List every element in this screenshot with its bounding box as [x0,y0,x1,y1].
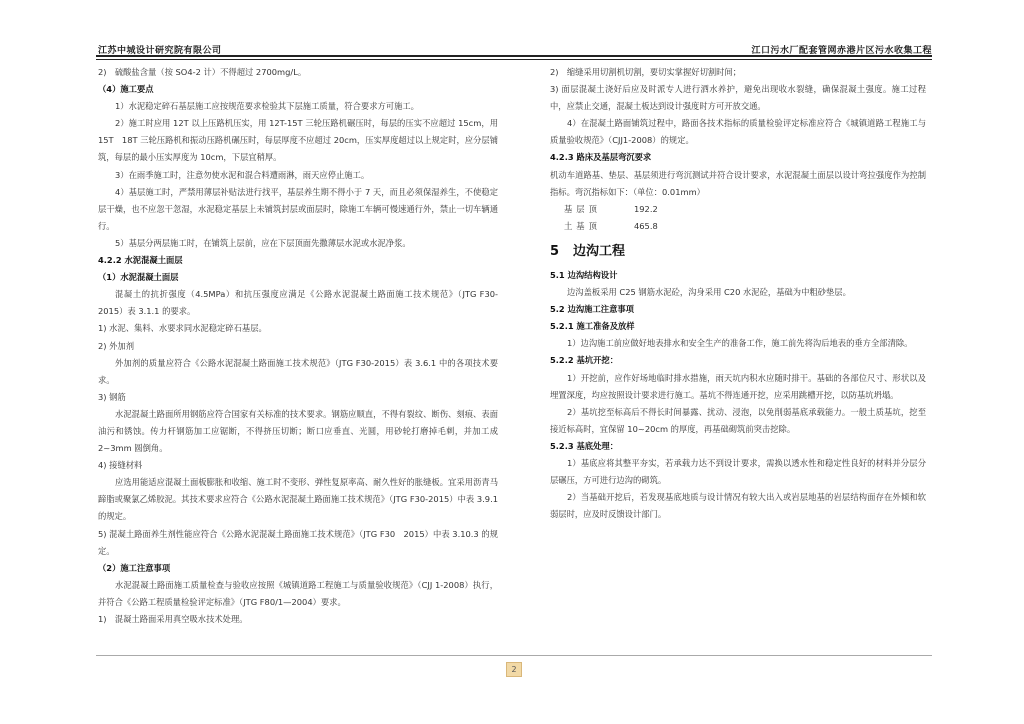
left-column [98,64,498,628]
body-paragraph: 2) 外加剂 [98,340,135,351]
project-name: 江口污水厂配套管网赤港片区污水收集工程 [751,46,932,56]
page-number: 2 [506,662,522,677]
section-number: 5 [550,243,560,259]
right-column [550,64,926,523]
subsection-heading: （2）施工注意事项 [98,562,171,573]
deflection-label: 基层顶 [564,203,601,214]
deflection-row [550,218,926,235]
body-paragraph: 水泥混凝土路面施工质量检查与验收应按照《城镇道路工程施工与质量验收规范》（CJJ 1-2008）执行，并符合《公路工程质量检验评定标准》（JTG F80/1—2004）要求。 [98,579,498,607]
section-title: 边沟工程 [573,243,626,259]
header-rule-thick [96,55,932,57]
subsection-heading: 5.2.1 施工准备及放样 [550,321,635,332]
body-paragraph: 1) 水泥、集料、水要求同水泥稳定碎石基层。 [98,323,267,334]
body-paragraph: 2) 缩缝采用切割机切割，要切实掌握好切割时间； [550,67,742,77]
body-paragraph: 边沟盖板采用 C25 钢筋水泥砼，沟身采用 C20 水泥砼，基础为中粗砂垫层。 [567,287,851,298]
subsection-heading: （4）施工要点 [98,84,154,95]
body-paragraph: 2) 硫酸盐含量（按 SO4-2 计）不得超过 2700mg/L。 [98,67,307,77]
deflection-value: 192.2 [634,203,658,214]
page-header [98,36,932,56]
body-paragraph: 3) 面层混凝土浇好后应及时派专人进行洒水养护，避免出现收水裂缝，确保混凝土强度。施工过程中，应禁止交通，混凝土板达到设计强度时方可开放交通。 [550,84,926,112]
body-paragraph: 5) 混凝土路面养生剂性能应符合《公路水泥混凝土路面施工技术规范》（JTG F30 2015）中表 3.10.3 的规定。 [98,528,498,556]
body-paragraph: 应选用能适应混凝土面板膨胀和收缩、施工时不变形、弹性复原率高、耐久性好的胀缝板。宜采用沥青马蹄脂或聚氯乙烯胶泥。其技术要求应符合《公路水泥混凝土路面施工技术规范》（JTG F30-2015）中表 3.9.1 的规定。 [98,477,498,522]
body-paragraph: 4）在混凝土路面铺筑过程中，路面各技术指标的质量检验评定标准应符合《城镇道路工程施工与质量验收规范》（CJJ1-2008）的规定。 [550,118,926,146]
subsection-heading: 5.2.2 基坑开挖： [550,355,618,366]
body-paragraph: 4）基层施工时，严禁用薄层补贴法进行找平，基层养生期不得小于 7 天，而且必须保湿养生，不使稳定层干燥，也不应忽干忽湿，水泥稳定基层上未铺筑封层或面层时，除施工车辆可慢速通行外，禁止一切车辆通行。 [98,186,498,231]
body-paragraph: 1）开挖前，应作好场地临时排水措施，雨天坑内积水应随时排干。基础的各部位尺寸、形状以及埋置深度，均应按照设计要求进行施工。基坑不得连通开挖，应采用跳槽开挖，以防基坑坍塌。 [550,372,926,400]
subsection-heading: 4.2.3 路床及基层弯沉要求 [550,152,652,163]
body-paragraph: 1）基底应将其整平夯实，若承载力达不到设计要求，需换以透水性和稳定性良好的材料并分层分层碾压，方可进行边沟的砌筑。 [550,457,926,486]
deflection-value: 465.8 [634,220,658,231]
body-paragraph: 2）基坑挖至标高后不得长时间暴露、扰动、浸泡，以免削弱基底承载能力。一般土质基坑，挖至接近标高时，宜保留 10~20cm 的厚度，再基础砌筑前突击挖除。 [550,406,926,434]
subsection-heading: （1）水泥混凝土面层 [98,272,179,283]
deflection-row [550,201,926,218]
body-paragraph: 3) 钢筋 [98,391,126,402]
body-paragraph: 机动车道路基、垫层、基层须进行弯沉测试并符合设计要求，水泥混凝土面层以设计弯拉强度作为控制指标。弯沉指标如下：（单位：0.01mm） [550,169,926,197]
footer-rule [96,655,932,656]
body-paragraph: 混凝土的抗折强度（4.5MPa）和抗压强度应满足《公路水泥混凝土路面施工技术规范》（JTG F30-2015）表 3.1.1 的要求。 [98,289,498,317]
body-paragraph: 3）在雨季施工时，注意勿使水泥和混合料遭雨淋，雨天应停止施工。 [115,169,370,180]
body-paragraph: 4) 接缝材料 [98,460,143,471]
deflection-label: 土基顶 [564,220,601,231]
body-paragraph: 1）边沟施工前应做好地表排水和安全生产的准备工作，施工前先将沟后地表的垂方全部清除。 [567,338,913,349]
section-heading [550,241,926,263]
body-paragraph: 水泥混凝土路面所用钢筋应符合国家有关标准的技术要求。钢筋应顺直，不得有裂纹、断伤、刻痕、表面油污和锈蚀。传力杆钢筋加工应锯断，不得挤压切断；断口应垂直、光圆，用砂轮打磨掉毛刺，并加工成 2~3mm 圆倒角。 [98,408,498,454]
subsection-heading: 5.2.3 基底处理： [550,440,618,451]
subsection-heading: 5.2 边沟施工注意事项 [550,304,634,315]
body-paragraph: 外加剂的质量应符合《公路水泥混凝土路面施工技术规范》（JTG F30-2015）表 3.6.1 中的各项技术要求。 [98,357,498,385]
body-paragraph: 1）水泥稳定碎石基层施工应按规范要求检验其下层施工质量，符合要求方可施工。 [115,101,419,112]
body-paragraph: 2）当基础开挖后，若发现基底地质与设计情况有较大出入或岩层地基的岩层结构面存在外倾和软弱层时，应及时反馈设计部门。 [550,492,926,520]
body-paragraph: 5）基层分两层施工时，在铺筑上层前，应在下层顶面先撒薄层水泥或水泥净浆。 [115,237,411,248]
subsection-heading: 5.1 边沟结构设计 [550,269,618,280]
body-paragraph: 1) 混凝土路面采用真空吸水技术处理。 [98,614,248,624]
body-paragraph: 2）施工时应用 12T 以上压路机压实，用 12T-15T 三轮压路机碾压时，每层的压实不应超过 15cm，用 15T 18T 三轮压路机和振动压路机碾压时，每层厚度不应超过 20cm，压实厚度超过以上规定时，应分层铺筑，每层的最小压实厚度为 10cm，下层宜稍厚。 [98,118,498,163]
header-rule-thin [96,59,932,60]
subsection-heading: 4.2.2 水泥混凝土面层 [98,255,183,266]
company-name: 江苏中城设计研究院有限公司 [98,46,222,56]
